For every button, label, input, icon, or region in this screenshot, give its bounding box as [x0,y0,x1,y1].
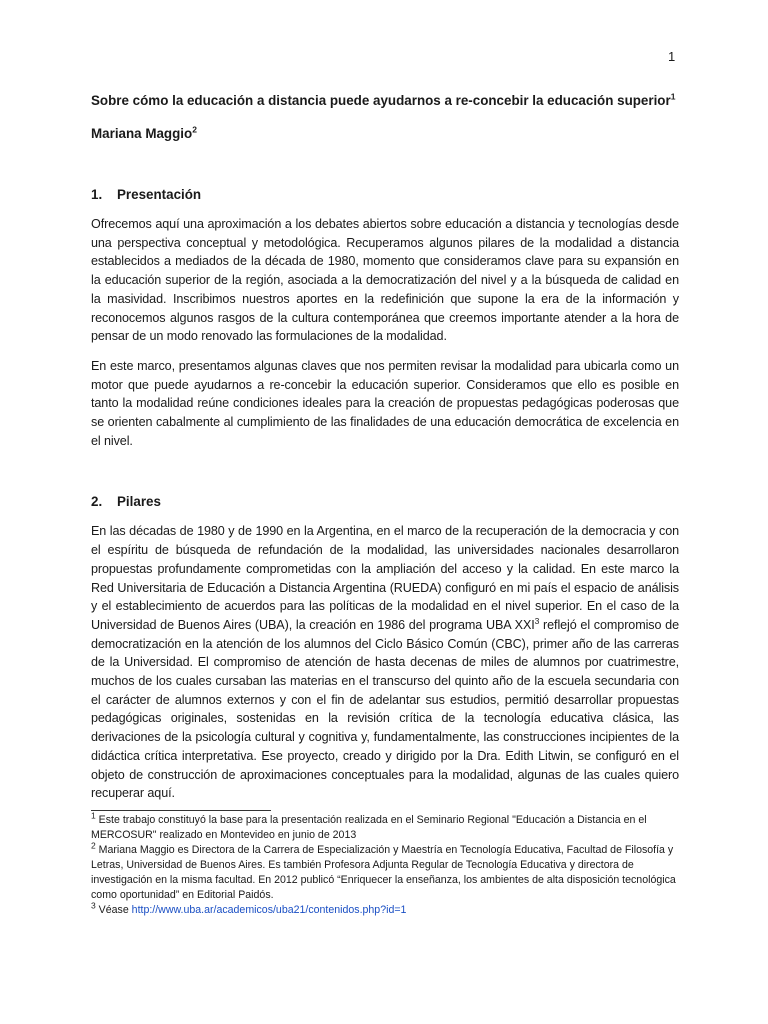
section-heading-pilares [91,493,679,511]
paragraph: En este marco, presentamos algunas claves que nos permiten revisar la modalidad para ubicarla como un motor que puede ayudarnos a re-concebir la educación superior. Consideramos que ello es posible en tanto la modalidad reúne condiciones ideales para la creación de propuestas pedagógicas poderosas que se orienten cabalmente al cumplimiento de las finalidades de una educación democrática de excelencia en el nivel. [91,358,679,448]
page-number: 1 [668,49,676,64]
footnote-separator [91,810,271,811]
footnote-mark: 2 [91,840,96,851]
footnote-3 [91,900,679,918]
footnote-ref-3[interactable]: 3 [534,615,540,626]
author-footnote-ref[interactable]: 2 [192,124,197,135]
paragraph [91,522,679,803]
title-text: Sobre cómo la educación a distancia puede ayudarnos a re-concebir la educación superior [91,93,671,108]
footnote-text: Véase [95,903,132,916]
section-number: 1. [91,187,103,202]
footnote-1 [91,810,679,843]
footnote-mark: 1 [91,810,96,821]
author-name [91,125,679,143]
footnotes [91,810,679,918]
paragraph-text: En las décadas de 1980 y de 1990 en la Argentina, en el marco de la recuperación de la democracia y con el espíritu de búsqueda de refundación de la modalidad, las universidades nacionales desarrollaron propuestas profundamente comprometidas con la ampliación del acceso y la calidad. En este marco la Red Universitaria de Educación a Distancia Argentina (RUEDA) configuró en mi país el espacio de análisis y el establecimiento de acuerdos para las políticas de la modalidad en el nivel superior. En el caso de la Universidad de Buenos Aires (UBA), la creación en 1986 del programa UBA XXI [91,524,679,632]
footnote-text: Este trabajo constituyó la base para la presentación realizada en el Seminario Regional "Educación a Distancia en el MERCOSUR" realizado en Montevideo en junio de 2013 [91,813,647,841]
footnote-2 [91,840,679,903]
footnote-mark: 3 [91,900,96,911]
section-title: Presentación [117,187,202,202]
section-heading-presentacion [91,186,679,204]
paragraph-text: reflejó el compromiso de democratización en la atención de los alumnos del Ciclo Básico Común (CBC), primer año de las carreras de la Universidad. El compromiso de atención de hasta decenas de miles de alumnos por cuatrimestre, muchos de los cuales cursaban las materias en el transcurso del quinto año de la escuela secundaria con el carácter de alumnos externos y con el fin de adelantar sus estudios, permitió desarrollar propuestas pedagógicas originales, sostenidas en la revisión crítica de la tecnología educativa clásica, las derivaciones de la psicología cultural y cognitiva y, fundamentalmente, las construcciones incipientes de la didáctica crítica interpretativa. Ese proyecto, creado y dirigido por la Dra. Edith Litwin, se configuró en el objeto de construcción de aproximaciones conceptuales para la modalidad, algunas de las cuales quiero recuperar aquí. [91,617,679,801]
footnote-text: Mariana Maggio es Directora de la Carrera de Especialización y Maestría en Tecnología Educativa, Facultad de Filosofía y Letras, Universidad de Buenos Aires. Es también Profesora Adjunta Regular de Tecnología Educativa y directora de investigación en la misma facultad. En 2012 publicó “Enriquecer la enseñanza, los ambientes de alta disposición tecnológica como oportunidad” en Editorial Paidós. [91,843,676,901]
section-title: Pilares [117,494,161,510]
author-text: Mariana Maggio [91,126,193,141]
footnote-link[interactable]: http://www.uba.ar/academicos/uba21/contenidos.php?id=1 [131,903,407,916]
title-footnote-ref[interactable]: 1 [670,91,676,102]
paragraph: Ofrecemos aquí una aproximación a los debates abiertos sobre educación a distancia y tecnologías desde una perspectiva conceptual y metodológica. Recuperamos algunos pilares de la modalidad a distancia establecidos a mediados de la década de 1980, momento que consideramos clave para su expansión en la educación superior de la región, asociada a la democratización del nivel y a la búsqueda de calidad en la masividad. Inscribimos nuestros aportes en la redefinición que supone la era de la información y reconocemos algunos rasgos de la cultura contemporánea que creemos importante atender a la hora de pensar de un modo renovado las formulaciones de la modalidad. [91,217,679,344]
document-content [91,92,679,918]
document-title [91,92,679,110]
section-number: 2. [91,494,103,510]
